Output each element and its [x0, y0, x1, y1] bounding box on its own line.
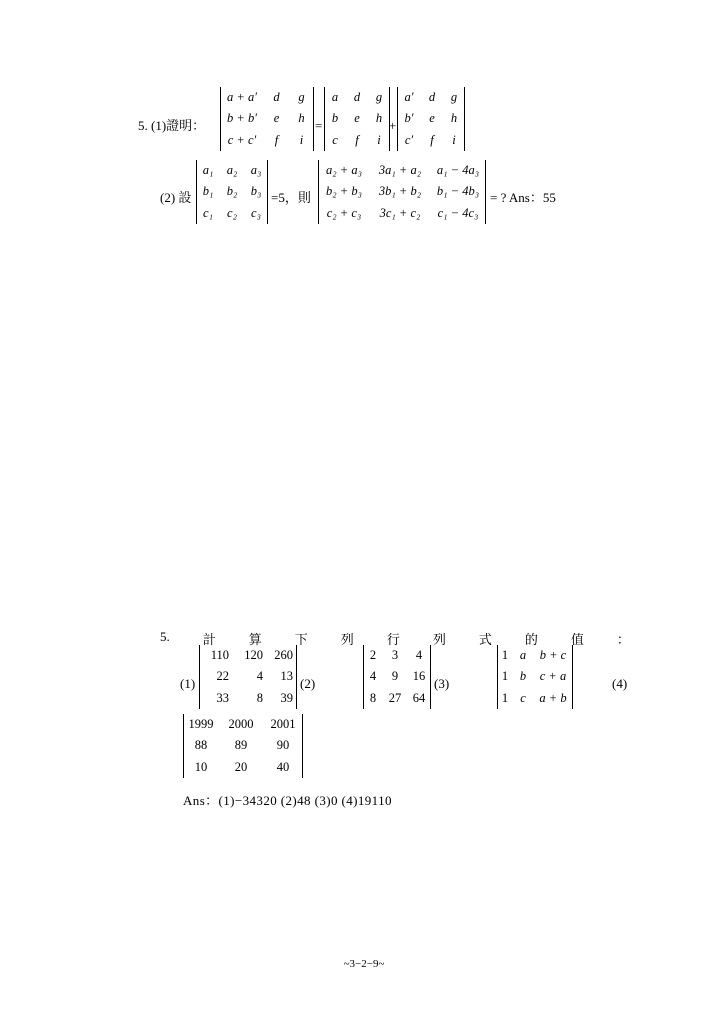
q5-1-mid-determinant: a d g b e h c f i: [324, 87, 390, 151]
plus-sign: +: [389, 118, 397, 133]
given-value-text: =5，則: [271, 190, 311, 205]
q5-1-right-determinant: a′ d g b′ e h c′ f i: [397, 87, 465, 151]
q5b-determinant-3: 1 a b + c 1 b c + a 1 c a + b: [497, 645, 573, 709]
q5-2-find-determinant: a₂ + a₃ 3a₁ + a₂ a₁ − 4a₃ b₂ + b₃ 3b₁ + b₂ b₁ − 4b₃ c₂ + c₃ 3c₁ + c₂ c₁ − 4c₃: [318, 160, 486, 224]
q5-1-label: 5. (1)證明：: [138, 118, 206, 133]
q5b-determinant-2: 2 3 4 4 9 16 8 27 64: [363, 645, 431, 709]
q5b-determinant-1: 110 120 260 22 4 13 33 8 39: [199, 645, 297, 709]
q5-2-answer: = ? Ans：55: [490, 190, 556, 205]
q5-1-left-determinant: a + a′ d g b + b′ e h c + c′ f i: [220, 87, 314, 151]
q5-2-label: (2) 設: [160, 190, 192, 205]
q5b-label-2: (2): [300, 676, 316, 691]
q5b-heading: 5. 計 算 下 列 行 列 式 的 值 ：: [160, 629, 630, 647]
q5b-label-3: (3): [434, 676, 450, 691]
q5b-answer: Ans：(1)−34320 (2)48 (3)0 (4)19110: [183, 793, 392, 808]
page-number: ~3−2−9~: [343, 958, 385, 970]
q5-2-given-determinant: a₁ a₂ a₃ b₁ b₂ b₃ c₁ c₂ c₃: [196, 160, 268, 224]
q5b-determinant-4: 1999 2000 2001 88 89 90 10 20 40: [183, 714, 303, 778]
q5b-label-1: (1): [180, 676, 196, 691]
equals-sign: =: [315, 118, 323, 133]
q5b-label-4: (4): [612, 676, 628, 691]
